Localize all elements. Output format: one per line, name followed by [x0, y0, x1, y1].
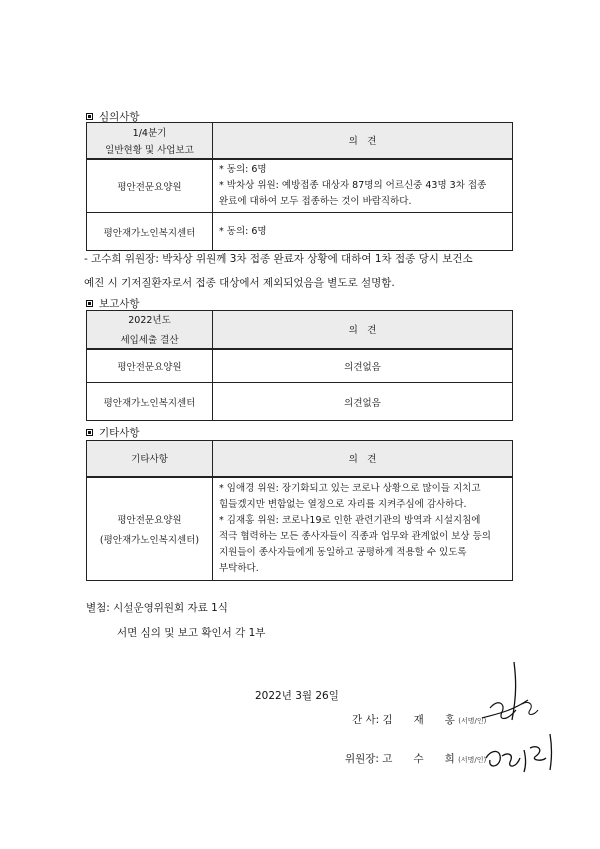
opinion-line: 부탁하다. — [219, 562, 259, 574]
table-row — [87, 159, 513, 213]
header-item-line: 2022년도 — [128, 315, 171, 327]
header-item-line: 세입세출 결산 — [120, 335, 179, 347]
secretary-signature-line — [352, 712, 486, 727]
opinion-cell — [213, 159, 513, 213]
chair-signature-line — [345, 751, 486, 766]
section-heading-text: 기타사항 — [99, 427, 140, 439]
square-bullet-icon — [86, 113, 93, 120]
section-heading-text: 심의사항 — [99, 111, 140, 123]
table-header-item: 기타사항 — [87, 441, 213, 477]
attachment-line-1: 별첨: 시설운영위원회 자료 1식 — [86, 602, 228, 614]
facility-name: 평안재가노인복지센터 — [87, 213, 213, 251]
table-header-opinion: 의 견 — [213, 311, 513, 349]
table-header-item — [87, 123, 213, 159]
chair-handwritten-signature — [480, 728, 560, 776]
chair-note — [84, 247, 473, 295]
note-line: 예진 시 기저질환자로서 접종 대상에서 제외되었음을 별도로 설명함. — [84, 277, 395, 289]
table-row — [87, 477, 513, 581]
opinion-cell: 의견없음 — [213, 383, 513, 421]
opinion-line: * 동의: 6명 — [219, 225, 267, 237]
opinion-cell — [213, 213, 513, 251]
facility-name: 평안전문요양원 — [87, 159, 213, 213]
header-item-line: 일반현황 및 사업보고 — [105, 144, 194, 156]
opinion-line: 적극 협력하는 모든 종사자들이 직종과 업무와 관계없이 보상 등의 — [219, 530, 491, 542]
square-bullet-icon — [86, 429, 93, 436]
secretary-stamp-label: (서명/인) — [458, 717, 487, 725]
facility-name: 평안재가노인복지센터 — [87, 383, 213, 421]
table-row — [87, 213, 513, 251]
table-row — [87, 383, 513, 421]
table-header-opinion: 의 견 — [213, 441, 513, 477]
other-table — [86, 440, 513, 581]
attachment-line-2: 서면 심의 및 보고 확인서 각 1부 — [117, 627, 266, 639]
facility-name — [87, 477, 213, 581]
table-header-item — [87, 311, 213, 349]
secretary-title: 간 사: 김 재 홍 — [352, 714, 455, 726]
table-row — [87, 349, 513, 383]
opinion-line: * 김재홍 위원: 코로나19로 인한 관련기관의 방역과 시설지침에 — [219, 514, 481, 526]
chair-title: 위원장: 고 수 희 — [345, 753, 455, 765]
note-line: - 고수희 위원장: 박차상 위원께 3차 접종 완료자 상황에 대하여 1차 접종 당시 보건소 — [84, 253, 473, 265]
opinion-cell — [213, 477, 513, 581]
chair-stamp-label: (서명/인) — [458, 756, 487, 764]
opinion-line: 지원들이 종사자들에게 동일하고 공평하게 적용할 수 있도록 — [219, 546, 467, 558]
report-table — [86, 310, 513, 421]
opinion-line: 완료에 대하여 모두 접종하는 것이 바람직하다. — [219, 195, 412, 207]
section-heading-report — [86, 296, 140, 311]
opinion-line: * 동의: 6명 — [219, 163, 267, 175]
opinion-line: * 임애경 위원: 장기화되고 있는 코로나 상황으로 많이들 지치고 — [219, 482, 481, 494]
section-heading-other — [86, 425, 140, 440]
table-header-opinion: 의 견 — [213, 123, 513, 159]
facility-name-line: 평안전문요양원 — [117, 514, 182, 526]
section-heading-text: 보고사항 — [99, 298, 140, 310]
opinion-line: * 박차상 위원: 예방접종 대상자 87명의 어르신중 43명 3차 접종 — [219, 179, 487, 191]
facility-name-line: (평안재가노인복지센터) — [99, 534, 200, 546]
square-bullet-icon — [86, 300, 93, 307]
opinion-line: 힘들겠지만 변함없는 열정으로 자리를 지켜주심에 감사하다. — [219, 498, 467, 510]
opinion-cell: 의견없음 — [213, 349, 513, 383]
facility-name: 평안전문요양원 — [87, 349, 213, 383]
secretary-handwritten-signature — [476, 660, 546, 728]
header-item-line: 1/4분기 — [132, 127, 167, 139]
document-date: 2022년 3월 26일 — [255, 690, 339, 702]
deliberation-table — [86, 122, 513, 251]
